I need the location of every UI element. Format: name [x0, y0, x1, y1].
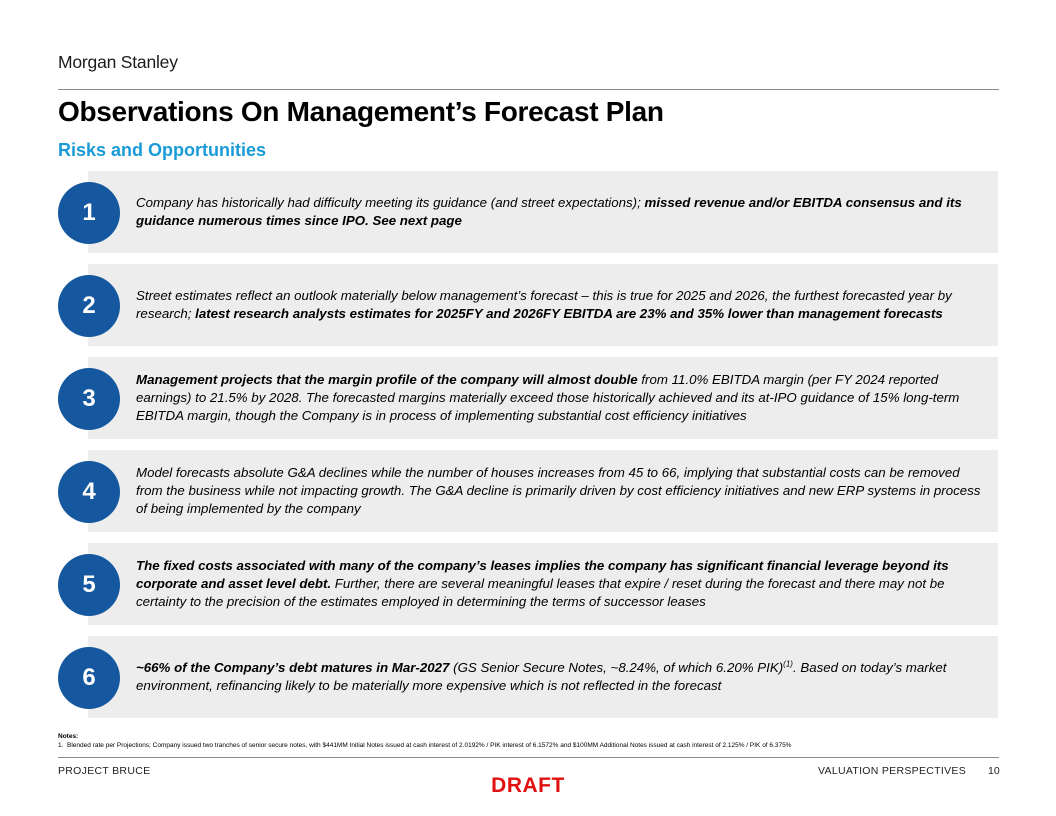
page-number: 10	[988, 765, 1000, 777]
observation-text	[136, 357, 982, 439]
observation-item	[88, 357, 998, 439]
observation-text	[136, 264, 982, 346]
section-name: VALUATION PERSPECTIVES	[818, 765, 966, 777]
number-badge: 5	[58, 554, 120, 616]
notes-title: Notes:	[58, 733, 79, 740]
observation-segment: Model forecasts absolute G&A declines while the number of houses increases from 45 to 66, implying that substantial costs can be removed from the business while not impacting growth. The G&A decline is primarily driven by cost efficiency initiatives and new ERP systems in process of being implemented by the company	[136, 465, 981, 516]
project-name: PROJECT BRUCE	[58, 765, 151, 777]
observation-item	[88, 264, 998, 346]
page-subtitle: Risks and Opportunities	[58, 140, 267, 160]
number-badge: 6	[58, 647, 120, 709]
page-title: Observations On Management’s Forecast Plan	[58, 96, 664, 127]
observation-segment: Further, there are several meaningful leases that expire / reset during the forecast and there may not be certainty to the precision of the estimates employed in determining the terms of successor leases	[136, 576, 945, 609]
observation-item	[88, 171, 998, 253]
observation-text	[136, 636, 982, 718]
footnotes	[58, 733, 791, 750]
observation-text	[136, 450, 982, 532]
observation-item	[88, 450, 998, 532]
header-divider	[58, 89, 999, 90]
number-badge: 3	[58, 368, 120, 430]
observation-text	[136, 171, 982, 253]
number-badge: 2	[58, 275, 120, 337]
observation-item	[88, 543, 998, 625]
observation-emphasis: The fixed costs associated with many of the company’s leases implies the company has significant financial leverage beyond its corporate and asset level debt.	[136, 558, 949, 591]
footer-divider	[58, 757, 999, 758]
footnote-1: 1. Blended rate per Projections; Company issued two tranches of senior secure notes, with $441MM Initial Notes issued at cash interest of 2.0192% / PIK interest of 6.1572% and $100MM Additional Notes issued at cash interest of 2.125% / PIK of 6.375%	[58, 741, 792, 749]
observation-item	[88, 636, 998, 718]
observation-text	[136, 543, 982, 625]
observation-emphasis: latest research analysts estimates for 2025FY and 2026FY EBITDA are 23% and 35% lower than management forecasts	[195, 306, 943, 321]
observation-segment: (1)	[783, 659, 793, 669]
observation-emphasis: missed revenue and/or EBITDA consensus and its guidance numerous times since IPO. See next page	[136, 195, 962, 228]
observation-segment: . Based on today’s market environment, refinancing likely to be materially more expensive which is not reflected in the forecast	[136, 660, 947, 693]
draft-stamp: DRAFT	[491, 774, 565, 797]
number-badge: 4	[58, 461, 120, 523]
observation-segment: Company has historically had difficulty meeting its guidance (and street expectations);	[136, 195, 645, 210]
morgan-stanley-logo: Morgan Stanley	[58, 52, 178, 72]
observation-emphasis: Management projects that the margin profile of the company will almost double	[136, 372, 638, 387]
observation-segment: Street estimates reflect an outlook materially below management’s forecast – this is true for 2025 and 2026, the furthest forecasted year by research;	[136, 288, 952, 321]
observation-segment: (GS Senior Secure Notes, ~8.24%, of which 6.20% PIK)	[449, 660, 784, 675]
observation-emphasis: ~66% of the Company’s debt matures in Mar-2027	[136, 660, 450, 675]
observation-segment: from 11.0% EBITDA margin (per FY 2024 reported earnings) to 21.5% by 2028. The forecasted margins materially exceed those historically achieved and its at-IPO guidance of 15% long-term EBITDA margin, though the Company is in process of implementing substantial cost efficiency initiatives	[136, 372, 960, 423]
number-badge: 1	[58, 182, 120, 244]
